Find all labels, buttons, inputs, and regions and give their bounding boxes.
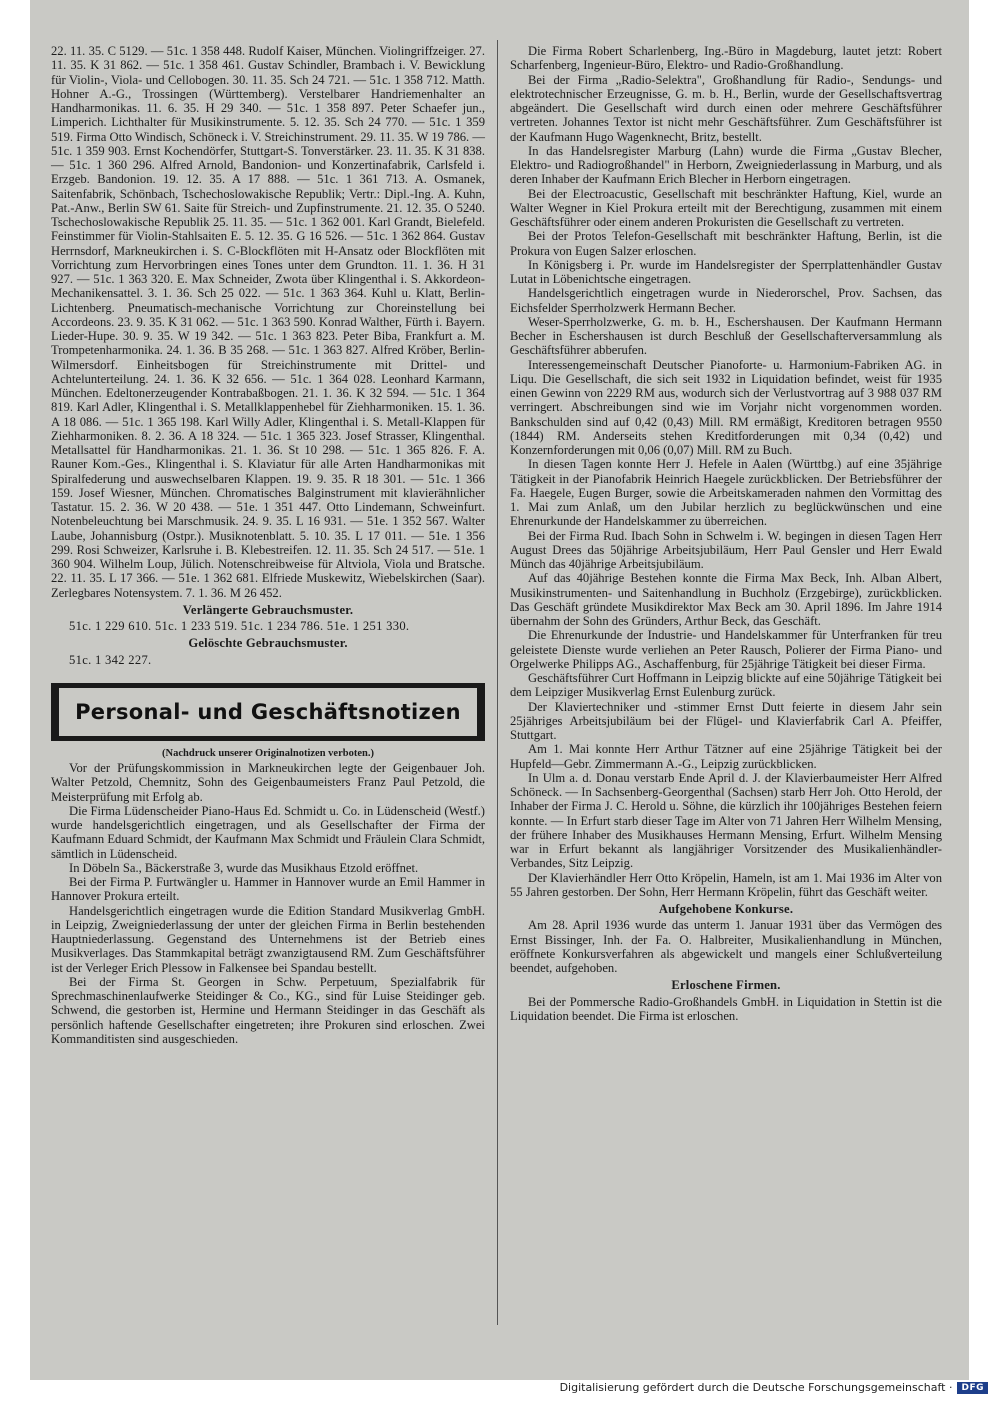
notice-becher: Handelsgerichtlich eingetragen wurde in Niederorschel, Prov. Sachsen, das Eichsfelder Sperrholzwerk Hermann Becher.	[510, 286, 942, 315]
scanned-page	[30, 0, 969, 1380]
notice-edition-standard: Handelsgerichtlich eingetragen wurde die Edition Standard Musikverlag GmbH. in Leipzig, Zweigniederlassung der unter der gleichen Firma in Berlin bestehenden Hauptniederlassung. Gegenstand des Unternehmens ist der Betrieb eines Musikverlages. Das Stammkapital beträgt zwanzigtausend RM. Zum Geschäftsführer ist der Verleger Erich Plessow in Falkensee bei Spandau bestellt.	[51, 903, 485, 975]
notice-hefele: In diesen Tagen konnte Herr J. Hefele in Aalen (Württbg.) auf eine 35jährige Tätigkeit in der Pianofabrik Heinrich Haegele zurückblicken. Der Betriebsführer der Fa. Haegele, Eugen Burger, sowie die Arbeitskameraden nahmen den Vormittag des 1. Mai zum Anlaß, um den Jubilar herzlich zu beglückwünschen und eine Ehrenurkunde der Handelskammer zu überreichen.	[510, 457, 942, 529]
notice-schmidt: Die Firma Lüdenscheider Piano-Haus Ed. Schmidt u. Co. in Lüdenscheid (Westf.) wurde handelsgerichtlich eingetragen, und als Gesellschafter der Firma der Kaufmann Eduard Schmidt, der Kaufmann Max Schmidt und Fräulein Clara Schmidt, sämtlich in Lüdenscheid.	[51, 803, 485, 861]
dfg-logo-icon: DFG	[957, 1382, 988, 1394]
heading-extended-utility-models: Verlängerte Gebrauchsmuster.	[182, 602, 354, 617]
section-banner	[51, 683, 485, 741]
footer-text: Digitalisierung gefördert durch die Deutsche Forschungsgemeinschaft ·	[559, 1381, 953, 1394]
extended-numbers: 51c. 1 229 610. 51c. 1 233 519. 51c. 1 234 786. 51e. 1 251 330.	[69, 619, 410, 633]
notice-obituaries: In Ulm a. d. Donau verstarb Ende April d. J. der Klavierbaumeister Herr Alfred Schöneck. — In Sachsenberg-Georgenthal (Sachsen) starb Herr Joh. Otto Herold, der Inhaber der Firma J. C. Herold u. Söhne, die kürzlich ihr 100jähriges Bestehen feiern konnte. — In Erfurt starb dieser Tage im Alter von 71 Jahren Herr Wilhelm Mensing, der frühere Inhaber des Musikhauses Hermann Mensing, Erfurt. Wilhelm Mensing war in Erfurt bekannt als langjähriger Vorsitzender des Musikalienhändler-Verbandes, Sitz Leipzig.	[510, 770, 942, 871]
notice-bissinger: Am 28. April 1936 wurde das unterm 1. Januar 1931 über das Vermögen des Ernst Bissinger, Inh. der Fa. O. Halbreiter, Musikalienhandlung in München, eröffnete Konkursverfahren als abgewickelt und mangels einer Schlußverteilung beendet, aufgehoben.	[510, 918, 942, 975]
notice-rausch: Die Ehrenurkunde der Industrie- und Handelskammer für Unterfranken für treu geleistete Dienste wurde verliehen an Peter Rausch, Polierer der Firma Piano- und Orgelwerke Philipps AG., Aschaffenburg, für 25jährige Tätigkeit bei dieser Firma.	[510, 628, 942, 671]
heading-dissolved-firms: Erloschene Firmen.	[671, 978, 781, 993]
notice-kroepelin: Der Klavierhändler Herr Otto Kröpelin, Hameln, ist am 1. Mai 1936 im Alter von 55 Jahren gestorben. Der Sohn, Herr Hermann Kröpelin, führt das Geschäft weiter.	[510, 870, 942, 899]
notice-steidinger: Bei der Firma St. Georgen in Schw. Perpetuum, Spezialfabrik für Sprechmaschinenlaufwerke Steidinger & Co., KG., sind für Luise Steidinger geb. Schwend, die gestorben ist, Hermine und Hermann Steidinger in das Geschäft als persönlich haftende Gesellschafter eingetreten; ihre Prokuren sind erloschen. Zwei Kommanditisten sind ausgeschieden.	[51, 974, 485, 1046]
notice-lutat: In Königsberg i. Pr. wurde im Handelsregister der Sperrplattenhändler Gustav Lutat in Löbenichtsche eingetragen.	[510, 257, 942, 286]
notice-max-beck: Auf das 40jährige Bestehen konnte die Firma Max Beck, Inh. Alban Albert, Musikinstrumenten- und Saitenhandlung in Buchholz (Erzgebirge), zurückblicken. Das Geschäft gründete Musikdirektor Max Beck am 30. April 1896. Im Jahre 1914 übernahm der Sohn des Gründers, Arthur Beck, das Geschäft.	[510, 571, 942, 628]
notice-weser: Weser-Sperrholzwerke, G. m. b. H., Eschershausen. Der Kaufmann Hermann Becher in Eschershausen ist durch Beschluß der Gesellschafterversammlung als Geschäftsführer abberufen.	[510, 314, 942, 358]
patent-listing: 22. 11. 35. C 5129. — 51c. 1 358 448. Rudolf Kaiser, München. Violingriffzeiger. 27. 11. 35. K 31 862. — 51c. 1 358 461. Gustav Schindler, Brambach i. V. Bewicklung für Violin-, Viola- und Cellobogen. 30. 11. 35. Sch 24 721. — 51c. 1 358 712. Matth. Hohner A.-G., Trossingen (Württemberg). Verstelbarer Handriemenhalter an Handharmonikas. 11. 6. 35. H 29 340. — 51c. 1 358 897. Peter Schaefer jun., Limperich. Lichthalter für Musikinstrumente. 5. 12. 35. Sch 24 770. — 51c. 1 359 519. Firma Otto Windisch, Schöneck i. V. Streichinstrument. 29. 11. 35. W 19 786. — 51c. 1 359 903. Ernst Kochendörfer, Stuttgart-S. Tonverstärker. 23. 11. 35. K 31 838. — 51c. 1 360 296. Alfred Arnold, Bandonion- und Konzertinafabrik, Carlsfeld i. Erzgeb. Bandonion. 19. 12. 35. A 17 888. — 51c. 1 361 713. A. Osmanek, Saitenfabrik, Schönbach, Tschechoslowakische Republik; Vertr.: Dipl.-Ing. A. Kuhn, Pat.-Anw., Berlin SW 61. Saite für Streich- und Zupfinstrumente. 21. 12. 35. O 5240. Tschechoslowakische Republik 25. 11. 35. — 51c. 1 362 001. Karl Grandt, Bielefeld. Feinstimmer für Violin-Stahlsaiten E. 5. 12. 35. G 16 526. — 51c. 1 362 864. Gustav Herrnsdorf, Markneukirchen i. S. C-Blockflöten mit H-Ansatz oder Blockflöten mit Vorrichtung zum Hervorbringen eines Tones unter dem Grundton. 11. 1. 36. H 31 927. — 51c. 1 363 320. E. Max Schneider, Zwota über Klingenthal i. S. Akkordeon-Mechanikensattel. 3. 1. 36. Sch 25 022. — 51c. 1 363 364. Kuhl u. Klatt, Berlin-Lichtenberg. Pneumatisch-mechanische Vorrichtung zur Choreinstellung bei Accordeons. 23. 9. 35. K 31 062. — 51c. 1 363 590. Konrad Walther, Fürth i. Bayern. Lieder-Hupe. 30. 9. 35. W 19 342. — 51c. 1 363 823. Peter Biba, Frankfurt a. M. Trompetenharmonika. 24. 1. 36. B 35 268. — 51c. 1 363 827. Alfred Kröber, Berlin-Wilmersdorf. Einheitsbogen für Streichinstrumente mit Drittel- und Achtelunterteilung. 24. 1. 36. K 32 656. — 51c. 1 364 028. Leonhard Karmann, München. Edeltonerzeugender Kontrabaßbogen. 21. 1. 36. K 32 594. — 51c. 1 364 819. Karl Adler, Klingenthal i. S. Metallklappenhebel für Ziehharmoniken. 15. 1. 36. A 18 086. — 51c. 1 365 198. Karl Willy Adler, Klingenthal i. S. Metall-Klappen für Ziehharmoniken. 8. 2. 36. A 18 324. — 51c. 1 365 323. Josef Strasser, Klingenthal. Metallsattel für Handharmonikas. 21. 1. 36. St 10 298. — 51c. 1 365 826. F. A. Rauner Kom.-Ges., Klingenthal i. S. Klaviatur für alle Arten Handharmonikas mit Spiralfederung und auswechselbaren Klappen. 19. 9. 35. R 18 301. — 51c. 1 366 159. Josef Wiesner, München. Chromatisches Balginstrument mit klavierähnlicher Tastatur. 15. 2. 36. W 20 438. — 51e. 1 351 447. Otto Lindemann, Schweinfurt. Notenbeleuchtung bei Marschmusik. 24. 9. 35. L 16 931. — 51e. 1 352 567. Walter Laube, Johannisburg (Ostpr.). Musiknotenblatt. 5. 10. 35. L 17 011. — 51e. 1 356 299. Rosi Schweizer, Karlsruhe i. B. Klebestreifen. 12. 11. 35. Sch 24 517. — 51e. 1 360 904. Wilhelm Loup, Jülich. Notenschreibweise für Altviola, Viola und Bratsche. 22. 11. 35. L 17 366. — 51e. 1 362 681. Elfriede Muskewitz, Wiebelskirchen (Saar). Zerlegbares Notensystem. 7. 1. 36. M 26 452.	[51, 44, 485, 600]
notice-blecher: In das Handelsregister Marburg (Lahn) wurde die Firma „Gustav Blecher, Elektro- und Radiogroßhandel" in Herborn, Zweigniederlassung in Marburg, und als deren Inhaber der Kaufmann Erich Blecher in Herborn eingetragen.	[510, 143, 942, 187]
notice-pommersche: Bei der Pommersche Radio-Großhandels GmbH. in Liquidation in Stettin ist die Liquidation beendet. Die Firma ist erloschen.	[510, 994, 942, 1023]
heading-deleted-utility-models: Gelöschte Gebrauchsmuster.	[188, 636, 348, 651]
right-column	[510, 44, 942, 1023]
notice-hoffmann: Geschäftsführer Curt Hoffmann in Leipzig blickte auf eine 50jährige Tätigkeit bei dem Leipziger Musikverlag Ernst Eulenburg zurück.	[510, 671, 942, 700]
notice-radio-selektra: Bei der Firma „Radio-Selektra", Großhandlung für Radio-, Sendungs- und elektrotechnischer Erzeugnisse, G. m. b. H., Berlin, wurde der Gesellschaftsvertrag abgeändert. Die Gesellschaft wird durch einen oder mehrere Geschäftsführer vertreten. Johannes Textor ist nicht mehr Geschäftsführer. Zum Geschäftsführer ist der Kaufmann Hugo Wagenknecht, Britz, bestellt.	[510, 72, 942, 144]
notice-taetzner: Am 1. Mai konnte Herr Arthur Tätzner auf eine 25jährige Tätigkeit bei der Hupfeld—Gebr. Zimmermann A.-G., Leipzig zurückblicken.	[510, 742, 942, 771]
notice-furtwaengler: Bei der Firma P. Furtwängler u. Hammer in Hannover wurde an Emil Hammer in Hannover Prokura erteilt.	[51, 875, 485, 904]
notice-interessengemeinschaft: Interessengemeinschaft Deutscher Pianoforte- u. Harmonium-Fabriken AG. in Liqu. Die Gesellschaft, die sich seit 1932 in Liquidation befindet, weist für 1935 einen Gewinn von 2229 RM aus, wodurch sich der Verlustvortrag auf 3 988 037 RM verringert. Abschreibungen sind wie im Vorjahr nicht vorgenommen worden. Bankschulden sind auf 0,42 (0,43) Mill. RM ermäßigt, Kreditoren betragen 9550 (1844) RM. Anderseits stehen Kreditforderungen mit 0,34 (0,42) und Konzernforderungen mit 0,06 (0,07) Mill. RM zu Buch.	[510, 357, 942, 457]
left-column	[51, 44, 485, 1046]
notice-electroacustic: Bei der Electroacustic, Gesellschaft mit beschränkter Haftung, Kiel, wurde an Walter Wegner in Kiel Prokura erteilt mit der Berechtigung, zusammen mit einem Geschäftsführer oder einem anderen Prokuristen die Gesellschaft zu vertreten.	[510, 186, 942, 229]
notice-dutt: Der Klaviertechniker und -stimmer Ernst Dutt feierte in diesem Jahr sein 25jähriges Arbeitsjubiläum bei der Flügel- und Klavierfabrik Carl A. Pfeiffer, Stuttgart.	[510, 699, 942, 742]
notice-protos: Bei der Protos Telefon-Gesellschaft mit beschränkter Haftung, Berlin, ist die Prokura von Eugen Salzer erloschen.	[510, 229, 942, 258]
notice-scharfenberg: Die Firma Robert Scharlenberg, Ing.-Büro in Magdeburg, lautet jetzt: Robert Scharfenberg, Ingenieur-Büro, Elektro- und Radio-Großhandlung.	[510, 44, 942, 73]
notice-petzold: Vor der Prüfungskommission in Markneukirchen legte der Geigenbauer Joh. Walter Petzold, Chemnitz, Sohn des Geigenbaumeisters Franz Paul Petzold, die Meisterprüfung mit Erfolg ab.	[51, 761, 485, 804]
notice-ibach: Bei der Firma Rud. Ibach Sohn in Schwelm i. W. begingen in diesen Tagen Herr August Drees das 50jährige Arbeitsjubiläum, Herr Paul Gensler und Herr Ewald Münch das 40jährige Arbeitsjubiläum.	[510, 528, 942, 571]
section-banner-title: Personal- und Geschäftsnotizen	[75, 699, 461, 724]
digitization-footer	[560, 1381, 988, 1394]
heading-lifted-bankruptcies: Aufgehobene Konkurse.	[658, 902, 794, 916]
deleted-numbers: 51c. 1 342 227.	[69, 652, 152, 667]
column-divider	[497, 40, 498, 1325]
reprint-notice: (Nachdruck unserer Originalnotizen verboten.)	[162, 747, 374, 759]
notice-etzold: In Döbeln Sa., Bäckerstraße 3, wurde das Musikhaus Etzold eröffnet.	[69, 860, 419, 875]
